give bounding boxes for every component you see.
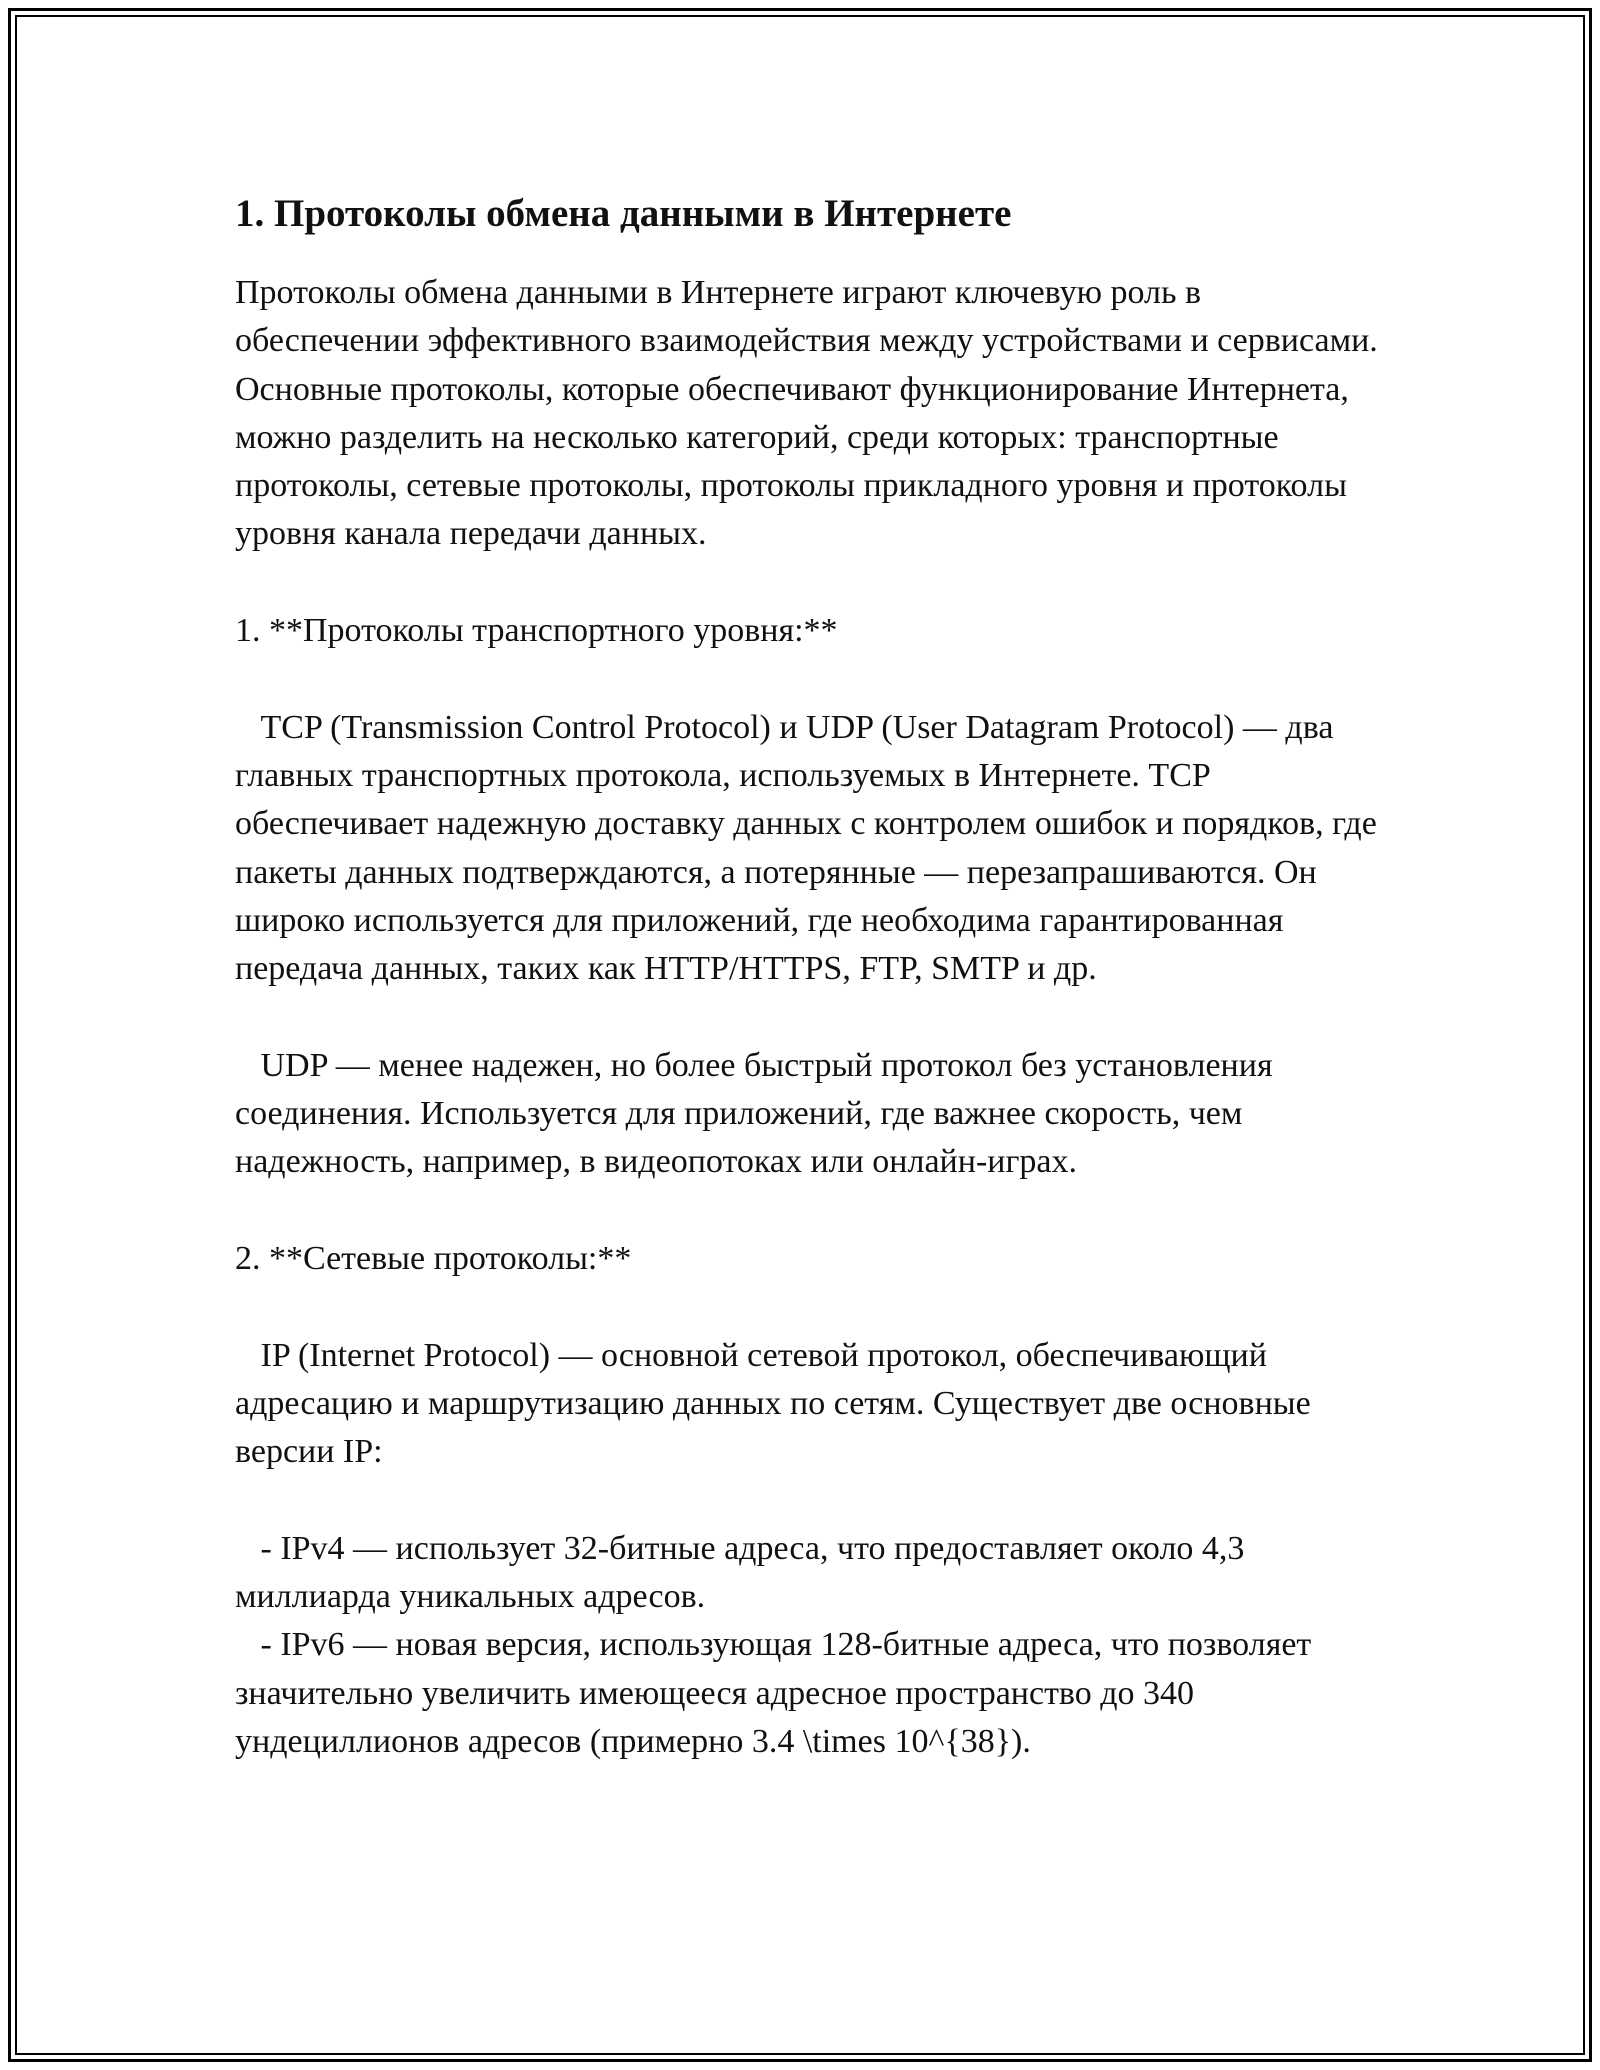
- tcp-paragraph: TCP (Transmission Control Protocol) и UDP (User Datagram Protocol) — два главных транспортных протокола, используемых в Интернете. TCP обеспечивает надежную доставку данных с контролем ошибок и порядков, где пакеты данных подтверждаются, а потерянные — перезапрашиваются. Он широко используется для приложений, где необходима гарантированная передача данных, таких как HTTP/HTTPS, FTP, SMTP и др.: [235, 708, 1386, 988]
- paragraph-gap: [235, 1476, 1385, 1524]
- paragraph-gap: [235, 1187, 1385, 1235]
- section-1-heading: 1. **Протоколы транспортного уровня:**: [235, 612, 838, 650]
- document-title: 1. Протоколы обмена данными в Интернете: [235, 192, 1012, 235]
- paragraph-gap: [235, 655, 1385, 703]
- paragraph-gap: [235, 559, 1385, 607]
- intro-paragraph: Протоколы обмена данными в Интернете играют ключевую роль в обеспечении эффективного взаимодействия между устройствами и сервисами. Основные протоколы, которые обеспечивают функционирование Интернета, можно разделить на несколько категорий, среди которых: транспортные протоколы, сетевые протоколы, протоколы прикладного уровня и протоколы уровня канала передачи данных.: [235, 274, 1387, 553]
- udp-paragraph: UDP — менее надежен, но более быстрый протокол без установления соединения. Используется для приложений, где важнее скорость, чем надежность, например, в видеопотоках или онлайн-играх.: [235, 1046, 1282, 1181]
- paragraph-gap: [235, 1283, 1385, 1331]
- ip-paragraph: IP (Internet Protocol) — основной сетевой протокол, обеспечивающий адресацию и маршрутизацию данных по сетям. Существует две основные версии IP:: [235, 1336, 1320, 1471]
- section-2-heading: 2. **Сетевые протоколы:**: [235, 1239, 632, 1277]
- ipv4-list-item: - IPv4 — использует 32-битные адреса, что предоставляет около 4,3 миллиарда уникальных адресов.: [235, 1529, 1253, 1616]
- document-body: [235, 185, 1385, 1766]
- paragraph-gap: [235, 993, 1385, 1041]
- ipv6-list-item: - IPv6 — новая версия, использующая 128-битные адреса, что позволяет значительно увеличить имеющееся адресное пространство до 340 ундециллионов адресов (примерно 3.4 \times 10^{38}).: [235, 1626, 1320, 1760]
